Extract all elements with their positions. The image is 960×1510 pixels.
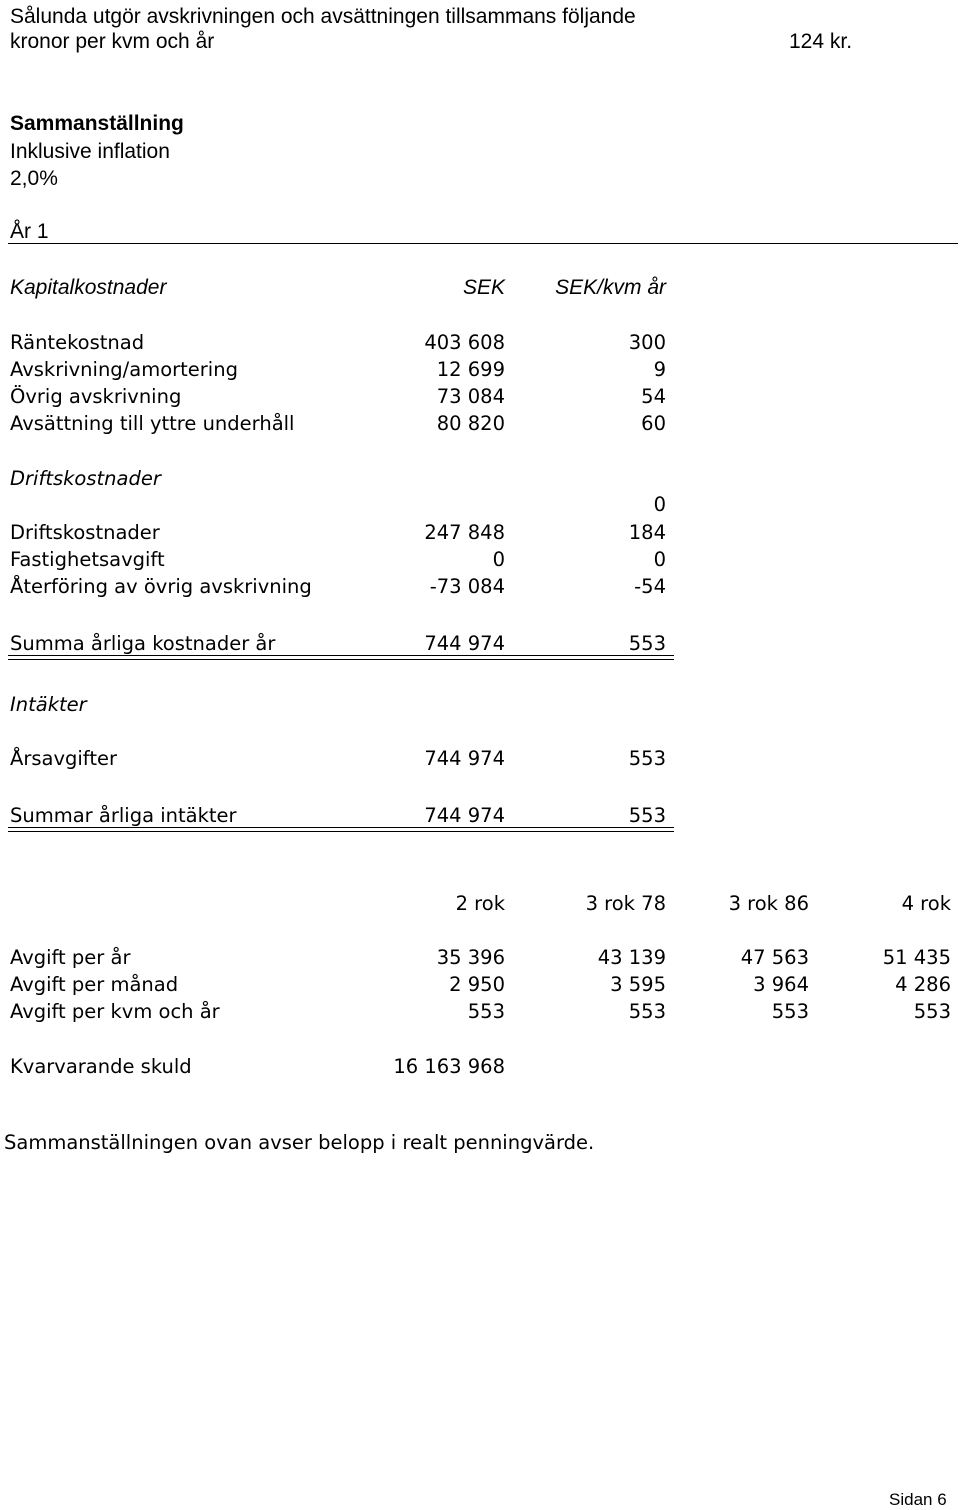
row-sek: -73 084 — [429, 575, 505, 598]
fee-value: 43 139 — [597, 946, 666, 969]
row-sek: 80 820 — [436, 412, 505, 435]
total-sek: 744 974 — [424, 804, 505, 827]
row-kvm: 60 — [641, 412, 666, 435]
row-label: Avskrivning/amortering — [10, 358, 238, 381]
fee-col-header: 2 rok — [455, 892, 505, 915]
double-underline-top — [8, 655, 674, 656]
row-sek: 247 848 — [424, 521, 505, 544]
fee-value: 553 — [467, 1000, 505, 1023]
total-label: Summa årliga kostnader år — [10, 632, 276, 655]
row-sek: 12 699 — [436, 358, 505, 381]
fee-col-header: 4 rok — [901, 892, 951, 915]
inflation-value: 2,0% — [10, 167, 58, 190]
total-sek: 744 974 — [424, 632, 505, 655]
row-sek: 744 974 — [424, 747, 505, 770]
fee-col-header: 3 rok 78 — [585, 892, 666, 915]
summary-title: Sammanställning — [10, 112, 184, 135]
row-kvm: 0 — [653, 548, 666, 571]
row-sek: 403 608 — [424, 331, 505, 354]
row-sek: 73 084 — [436, 385, 505, 408]
total-label: Summar årliga intäkter — [10, 804, 237, 827]
fee-value: 553 — [771, 1000, 809, 1023]
row-label: Driftskostnader — [10, 521, 160, 544]
double-underline-top — [8, 827, 674, 828]
intro-line-2: kronor per kvm och år — [10, 30, 215, 53]
row-label: Räntekostnad — [10, 331, 145, 354]
double-underline-bottom — [8, 831, 674, 832]
fee-value: 553 — [913, 1000, 951, 1023]
intro-amount: 124 kr. — [789, 30, 853, 53]
row-label: Återföring av övrig avskrivning — [10, 575, 312, 598]
row-label: Årsavgifter — [10, 747, 117, 770]
page-number: Sidan 6 — [889, 1490, 947, 1509]
debt-value: 16 163 968 — [393, 1055, 505, 1078]
fee-value: 3 964 — [753, 973, 809, 996]
income-heading: Intäkter — [10, 693, 87, 716]
row-kvm: 184 — [628, 521, 666, 544]
row-kvm: 54 — [641, 385, 666, 408]
capital-heading: Kapitalkostnader — [10, 276, 167, 299]
row-label: Avgift per månad — [10, 973, 179, 996]
year-label: År 1 — [10, 220, 49, 243]
total-kvm: 553 — [628, 632, 666, 655]
operating-heading: Driftskostnader — [10, 467, 161, 490]
fee-col-header: 3 rok 86 — [728, 892, 809, 915]
intro-line-1: Sålunda utgör avskrivningen och avsättningen tillsammans följande — [10, 5, 636, 28]
fee-value: 35 396 — [436, 946, 505, 969]
fee-value: 553 — [628, 1000, 666, 1023]
stray-zero: 0 — [653, 493, 666, 516]
col-header-sek: SEK — [462, 276, 505, 299]
total-kvm: 553 — [628, 804, 666, 827]
row-label: Avgift per år — [10, 946, 131, 969]
double-underline-bottom — [8, 659, 674, 660]
fee-value: 51 435 — [882, 946, 951, 969]
row-kvm: -54 — [634, 575, 666, 598]
divider-line — [8, 243, 958, 244]
debt-label: Kvarvarande skuld — [10, 1055, 192, 1078]
row-sek: 0 — [492, 548, 505, 571]
row-kvm: 553 — [628, 747, 666, 770]
row-label: Avsättning till yttre underhåll — [10, 412, 295, 435]
fee-value: 3 595 — [610, 973, 666, 996]
col-header-sek-kvm: SEK/kvm år — [555, 276, 666, 299]
row-kvm: 9 — [653, 358, 666, 381]
row-label: Avgift per kvm och år — [10, 1000, 220, 1023]
inflation-label: Inklusive inflation — [10, 140, 170, 163]
fee-value: 2 950 — [449, 973, 505, 996]
footnote: Sammanställningen ovan avser belopp i realt penningvärde. — [4, 1131, 595, 1154]
row-kvm: 300 — [628, 331, 666, 354]
fee-value: 4 286 — [895, 973, 951, 996]
row-label: Övrig avskrivning — [10, 385, 182, 408]
row-label: Fastighetsavgift — [10, 548, 165, 571]
fee-value: 47 563 — [740, 946, 809, 969]
